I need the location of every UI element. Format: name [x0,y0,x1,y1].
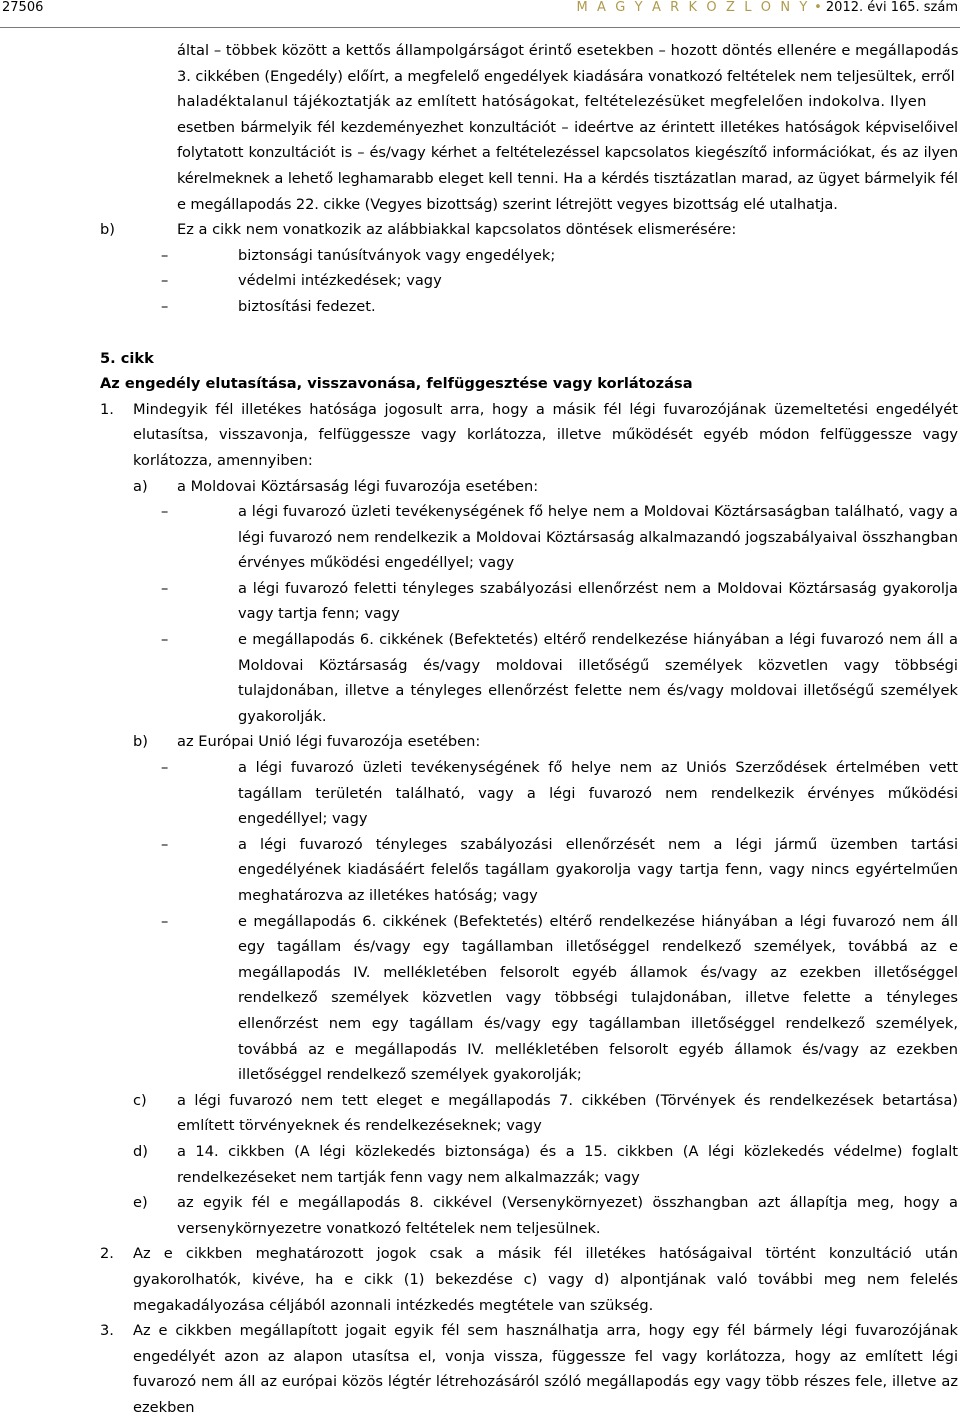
dash-item [161,627,958,729]
dash-marker: – [161,246,169,264]
text-line: 3. cikkében (Engedély) előírt, a megfelelő engedélyek kiadására vonatkozó feltételek nem teljesültek, erről [177,67,955,85]
publication-info [577,0,959,23]
paragraph-text: esetben bármelyik fél kezdeményezhet konzultációt – ideértve az érintett illetékes hatóságok képviselőivel folytatott konzultációt is – és/vagy kérhet a feltételezéssel kapcsolatos kiegészítő információkat, és az ilyen kérelmeknek a lehető leghamarabb eleget kell tenni. Ha a kérdés tisztázatlan marad, az ügyet bármelyik fél e megállapodás 22. cikke (Vegyes bizottság) szerint létrejött vegyes bizottság elé utalhatja. [177,118,958,213]
dash-text: a légi fuvarozó üzleti tevékenységének fő helye nem az Uniós Szerződések értelmében vett tagállam területén található, vagy a légi fuvarozó nem rendelkezik érvényes működési engedéllyel; vagy [238,759,958,828]
dash-item [161,243,960,269]
dash-text: e megállapodás 6. cikkének (Befektetés) eltérő rendelkezése hiányában a légi fuvarozó nem áll a Moldovai Köztársaság és/vagy moldovai illetőségű személyek közvetlen vagy többségi tulajdonában, illetve a tényleges ellenőrzést felette nem és/vagy moldovai illetőségű személyek gyakorolják. [238,631,958,725]
dash-text: biztosítási fedezet. [238,297,376,315]
list-item-a [133,474,958,500]
item-text: a légi fuvarozó nem tett eleget e megállapodás 7. cikkében (Törvények és rendelkezések betartása) említett törvényeknek és rendelkezéseknek; vagy [177,1091,958,1135]
dash-item [161,268,960,294]
text-segment: Ilyen [890,93,927,111]
list-item-b [133,729,958,755]
list-item-b [100,217,960,243]
bullet-separator: • [814,0,822,15]
paragraph-text: Az e cikkben meghatározott jogok csak a másik fél illetékes hatóságaival történt konzultáció után gyakorolhatók, kivéve, ha e cikk (1) bekezdése c) vagy d) alpontjának való további meg nem felelés megakadályozása céljából azonnali intézkedés megtétele van szükség. [133,1245,958,1314]
dash-text: védelmi intézkedések; vagy [238,272,442,290]
issue-number: 2012. évi 165. szám [825,0,958,15]
dash-text: a légi fuvarozó üzleti tevékenységének fő helye nem a Moldovai Köztársaságban található, vagy a légi fuvarozó nem rendelkezik a Moldovai Köztársaság alkalmazandó jogszabályaival összhangban érvényes működési engedéllyel; vagy [238,503,958,572]
dash-text: a légi fuvarozó tényleges szabályozási ellenőrzését nem a légi jármű üzemben tartási engedélyének kiadásáért felelős tagállam gyakorolja vagy tartja fenn, vagy nincs egyértelműen meghatározva az illetékes hatóság; vagy [238,835,958,904]
article-heading [100,346,960,397]
text-segment: haladéktalanul tájékoztatják az említett hatóságokat, feltételezésüket megfelelően indokolva. [177,93,886,111]
numbered-paragraph-2 [100,1241,958,1318]
item-label: d) [133,1142,148,1160]
dash-marker: – [161,835,169,853]
list-item-e [133,1190,958,1241]
dash-item [161,832,958,909]
item-label: c) [133,1091,147,1109]
continued-paragraph [177,38,958,217]
item-label: e) [133,1194,148,1212]
dash-item [161,294,960,320]
dash-marker: – [161,503,169,521]
dash-text: a légi fuvarozó feletti tényleges szabályozási ellenőrzést nem a Moldovai Köztársaság gyakorolja vagy tartja fenn; vagy [238,579,958,623]
paragraph-number: 2. [100,1245,114,1263]
numbered-paragraph-3 [100,1318,958,1420]
item-label: b) [100,221,115,239]
publication-name: M A G Y A R K Ö Z L Ö N Y [576,0,810,15]
dash-item [161,909,958,1088]
item-label: b) [133,733,148,751]
dash-item [161,755,958,832]
list-item-c [133,1088,958,1139]
dash-item [161,499,958,576]
dash-text: e megállapodás 6. cikkének (Befektetés) eltérő rendelkezése hiányában a légi fuvarozó nem áll egy tagállam és/vagy egy tagállamban illetőséggel rendelkező személyek, továbbá az e megállapodás IV. mellékletében felsorolt egyéb államok és/vagy az ezekben illetőséggel rendelkező személyek közvetlen vagy többségi tulajdonában, illetve felette a tényleges ellenőrzést nem egy tagállam és/vagy egy tagállamban illetőséggel rendelkező személyek, továbbá az e megállapodás IV. mellékletében felsorolt egyéb államok és/vagy az ezekben illetőséggel rendelkező személyek gyakorolják; [238,912,958,1084]
article-number: 5. cikk [100,349,154,367]
header-rule [0,27,960,28]
dash-marker: – [161,272,169,290]
item-text: az Európai Unió légi fuvarozója esetében: [177,733,481,751]
item-text: Ez a cikk nem vonatkozik az alábbiakkal kapcsolatos döntések elismerésére: [177,221,737,239]
dash-marker: – [161,912,169,930]
paragraph-text: Mindegyik fél illetékes hatósága jogosult arra, hogy a másik fél légi fuvarozójának üzemeltetési engedélyét elutasítsa, visszavonja, felfüggessze vagy korlátozza, illetve működését egyéb módon felfüggessze vagy korlátozza, amennyiben: [133,400,958,469]
dash-text: biztonsági tanúsítványok vagy engedélyek; [238,246,556,264]
item-text: a Moldovai Köztársaság légi fuvarozója esetében: [177,477,539,495]
dash-marker: – [161,297,169,315]
text-line [177,89,958,115]
dash-item [161,576,958,627]
numbered-paragraph-1 [100,397,958,474]
dash-marker: – [161,579,169,597]
document-body [0,38,960,1420]
dash-marker: – [161,631,169,649]
item-label: a) [133,477,148,495]
paragraph-text: Az e cikkben megállapított jogait egyik fél sem használhatja arra, hogy egy fél bármely légi fuvarozójának engedélyét azon az alapon utasítsa el, vonja vissza, függessze fel vagy korlátozza, hogy az említett légi fuvarozó nem áll az európai közös légtér létrehozásáról szóló megállapodás egy vagy több részes fele, illetve az ezekben [133,1322,958,1416]
paragraph-number: 1. [100,400,114,418]
paragraph-number: 3. [100,1322,114,1340]
item-text: a 14. cikkben (A légi közlekedés biztonsága) és a 15. cikkben (A légi közlekedés védelme) foglalt rendelkezéseket nem tartják fenn vagy nem alkalmazzák; vagy [177,1142,958,1186]
article-title: Az engedély elutasítása, visszavonása, felfüggesztése vagy korlátozása [100,375,693,393]
list-item-d [133,1139,958,1190]
item-text: az egyik fél e megállapodás 8. cikkével (Versenykörnyezet) összhangban azt állapítja meg, hogy a versenykörnyezetre vonatkozó feltételek nem teljesülnek. [177,1194,958,1237]
running-header [0,0,960,23]
dash-marker: – [161,759,169,777]
text-line: által – többek között a kettős állampolgárságot érintő esetekben – hozott döntés ellenére e megállapodás [177,42,959,59]
page-number: 27506 [2,0,44,15]
